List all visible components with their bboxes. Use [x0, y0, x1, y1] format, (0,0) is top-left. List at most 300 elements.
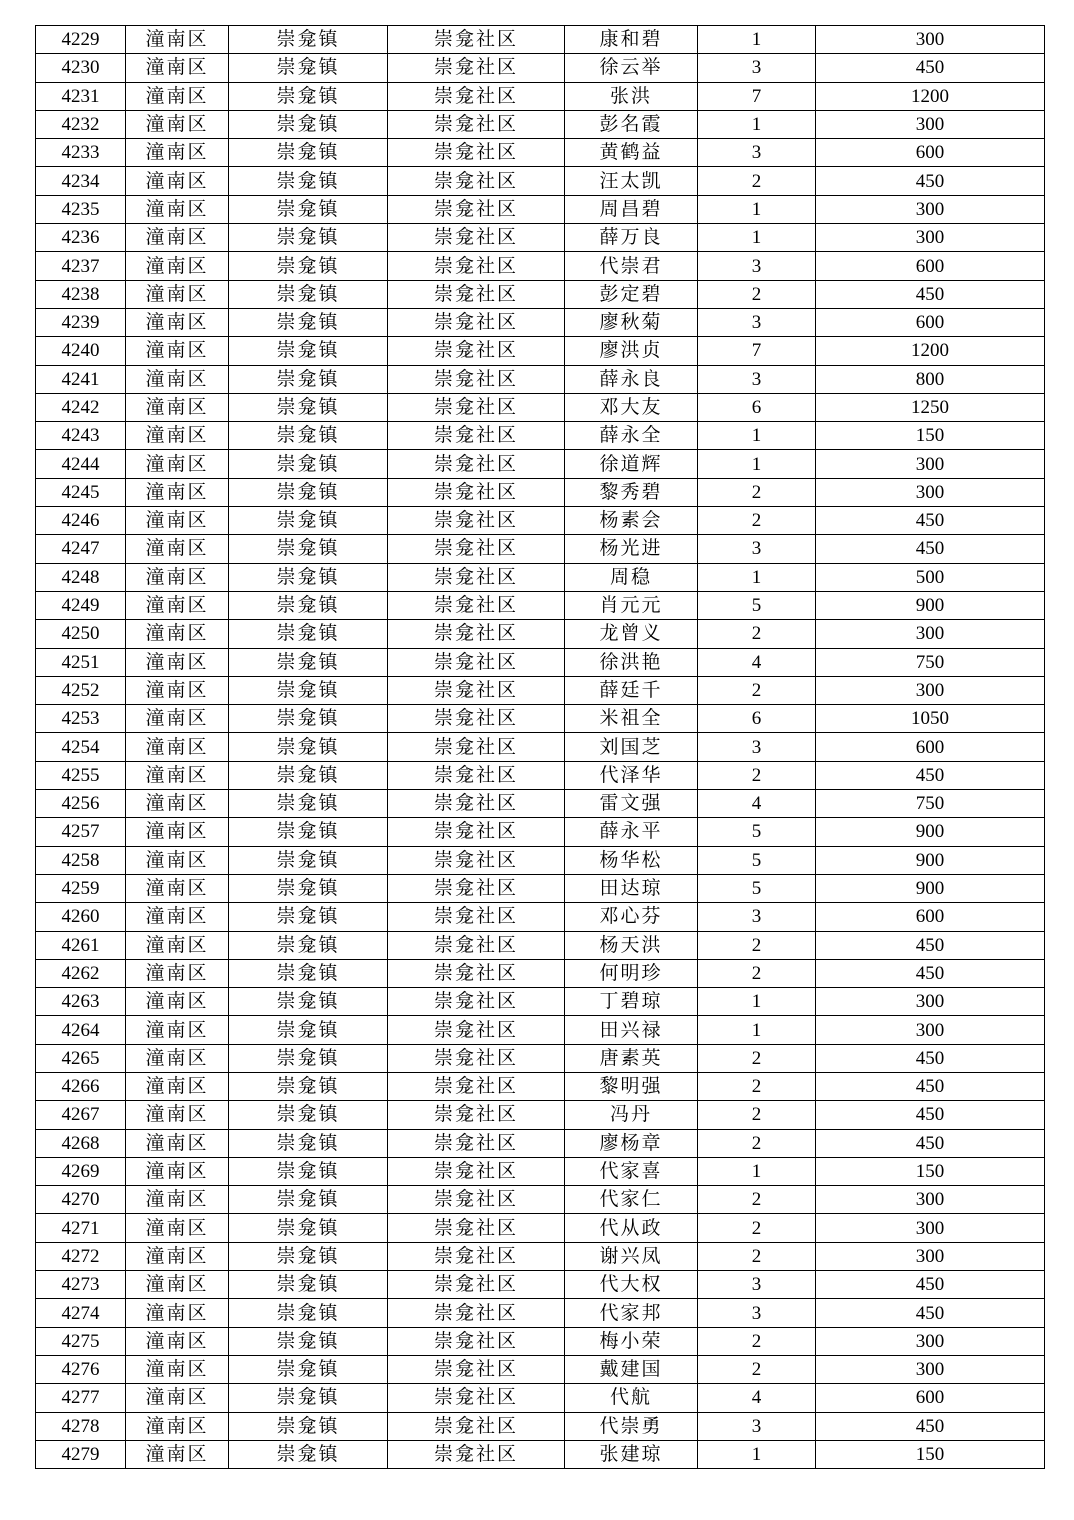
cell-serial-number: 4273	[36, 1271, 126, 1299]
cell-serial-number: 4274	[36, 1299, 126, 1327]
cell-serial-number: 4236	[36, 224, 126, 252]
cell-serial-number: 4251	[36, 648, 126, 676]
cell-community: 崇龛社区	[388, 959, 565, 987]
cell-district: 潼南区	[126, 1044, 229, 1072]
cell-household-count: 1	[698, 450, 816, 478]
cell-community: 崇龛社区	[388, 365, 565, 393]
cell-amount: 450	[816, 280, 1045, 308]
table-row	[36, 1214, 1045, 1242]
cell-household-count: 1	[698, 110, 816, 138]
cell-district: 潼南区	[126, 422, 229, 450]
cell-community: 崇龛社区	[388, 195, 565, 223]
table-row	[36, 1412, 1045, 1440]
cell-district: 潼南区	[126, 252, 229, 280]
cell-district: 潼南区	[126, 337, 229, 365]
cell-household-count: 2	[698, 931, 816, 959]
table-row	[36, 1440, 1045, 1468]
cell-household-count: 2	[698, 478, 816, 506]
cell-community: 崇龛社区	[388, 705, 565, 733]
cell-town: 崇龛镇	[229, 1384, 388, 1412]
cell-amount: 300	[816, 1327, 1045, 1355]
cell-person-name: 薛万良	[565, 224, 698, 252]
cell-person-name: 冯丹	[565, 1101, 698, 1129]
cell-town: 崇龛镇	[229, 988, 388, 1016]
cell-person-name: 彭名霞	[565, 110, 698, 138]
cell-community: 崇龛社区	[388, 648, 565, 676]
cell-household-count: 3	[698, 365, 816, 393]
cell-district: 潼南区	[126, 1299, 229, 1327]
cell-person-name: 徐洪艳	[565, 648, 698, 676]
cell-district: 潼南区	[126, 959, 229, 987]
cell-person-name: 彭定碧	[565, 280, 698, 308]
cell-community: 崇龛社区	[388, 903, 565, 931]
cell-person-name: 汪太凯	[565, 167, 698, 195]
cell-town: 崇龛镇	[229, 1044, 388, 1072]
cell-town: 崇龛镇	[229, 110, 388, 138]
cell-district: 潼南区	[126, 365, 229, 393]
table-row	[36, 846, 1045, 874]
cell-district: 潼南区	[126, 1186, 229, 1214]
cell-household-count: 3	[698, 54, 816, 82]
cell-district: 潼南区	[126, 110, 229, 138]
cell-amount: 750	[816, 648, 1045, 676]
cell-amount: 150	[816, 1440, 1045, 1468]
cell-district: 潼南区	[126, 139, 229, 167]
cell-town: 崇龛镇	[229, 308, 388, 336]
cell-town: 崇龛镇	[229, 1101, 388, 1129]
cell-town: 崇龛镇	[229, 1016, 388, 1044]
cell-community: 崇龛社区	[388, 1214, 565, 1242]
cell-town: 崇龛镇	[229, 1157, 388, 1185]
table-row	[36, 903, 1045, 931]
cell-serial-number: 4235	[36, 195, 126, 223]
cell-community: 崇龛社区	[388, 1412, 565, 1440]
cell-household-count: 2	[698, 1129, 816, 1157]
beneficiary-table	[35, 25, 1045, 1469]
cell-town: 崇龛镇	[229, 818, 388, 846]
cell-district: 潼南区	[126, 195, 229, 223]
cell-serial-number: 4260	[36, 903, 126, 931]
cell-district: 潼南区	[126, 705, 229, 733]
cell-community: 崇龛社区	[388, 1157, 565, 1185]
cell-serial-number: 4279	[36, 1440, 126, 1468]
cell-town: 崇龛镇	[229, 1072, 388, 1100]
table-row	[36, 874, 1045, 902]
cell-person-name: 薛永平	[565, 818, 698, 846]
cell-person-name: 代从政	[565, 1214, 698, 1242]
cell-household-count: 1	[698, 1157, 816, 1185]
cell-district: 潼南区	[126, 591, 229, 619]
cell-person-name: 张洪	[565, 82, 698, 110]
cell-town: 崇龛镇	[229, 620, 388, 648]
cell-community: 崇龛社区	[388, 1101, 565, 1129]
cell-serial-number: 4276	[36, 1355, 126, 1383]
cell-community: 崇龛社区	[388, 1186, 565, 1214]
cell-person-name: 何明珍	[565, 959, 698, 987]
table-row	[36, 818, 1045, 846]
cell-amount: 150	[816, 1157, 1045, 1185]
table-row	[36, 54, 1045, 82]
cell-person-name: 黎秀碧	[565, 478, 698, 506]
cell-person-name: 代崇君	[565, 252, 698, 280]
cell-community: 崇龛社区	[388, 1384, 565, 1412]
cell-person-name: 黎明强	[565, 1072, 698, 1100]
cell-town: 崇龛镇	[229, 224, 388, 252]
cell-household-count: 1	[698, 195, 816, 223]
cell-serial-number: 4257	[36, 818, 126, 846]
table-row	[36, 1072, 1045, 1100]
cell-community: 崇龛社区	[388, 280, 565, 308]
cell-amount: 1200	[816, 337, 1045, 365]
cell-amount: 300	[816, 195, 1045, 223]
cell-district: 潼南区	[126, 507, 229, 535]
cell-town: 崇龛镇	[229, 422, 388, 450]
cell-household-count: 2	[698, 167, 816, 195]
table-row	[36, 252, 1045, 280]
table-row	[36, 167, 1045, 195]
cell-amount: 300	[816, 1355, 1045, 1383]
cell-town: 崇龛镇	[229, 903, 388, 931]
cell-town: 崇龛镇	[229, 252, 388, 280]
cell-household-count: 2	[698, 959, 816, 987]
cell-district: 潼南区	[126, 54, 229, 82]
cell-household-count: 4	[698, 1384, 816, 1412]
cell-district: 潼南区	[126, 1440, 229, 1468]
table-row	[36, 1157, 1045, 1185]
cell-household-count: 7	[698, 82, 816, 110]
cell-person-name: 代大权	[565, 1271, 698, 1299]
cell-town: 崇龛镇	[229, 959, 388, 987]
cell-amount: 450	[816, 1129, 1045, 1157]
cell-amount: 300	[816, 1214, 1045, 1242]
table-row	[36, 1327, 1045, 1355]
cell-amount: 450	[816, 167, 1045, 195]
cell-community: 崇龛社区	[388, 1016, 565, 1044]
cell-amount: 450	[816, 507, 1045, 535]
cell-person-name: 雷文强	[565, 790, 698, 818]
cell-district: 潼南区	[126, 1129, 229, 1157]
cell-serial-number: 4248	[36, 563, 126, 591]
cell-person-name: 廖洪贞	[565, 337, 698, 365]
table-row	[36, 1044, 1045, 1072]
cell-household-count: 1	[698, 988, 816, 1016]
cell-household-count: 5	[698, 874, 816, 902]
cell-person-name: 廖杨章	[565, 1129, 698, 1157]
cell-district: 潼南区	[126, 903, 229, 931]
cell-amount: 300	[816, 224, 1045, 252]
cell-town: 崇龛镇	[229, 535, 388, 563]
cell-amount: 450	[816, 931, 1045, 959]
table-row	[36, 1016, 1045, 1044]
cell-community: 崇龛社区	[388, 54, 565, 82]
cell-person-name: 邓心芬	[565, 903, 698, 931]
cell-community: 崇龛社区	[388, 337, 565, 365]
cell-household-count: 1	[698, 1016, 816, 1044]
cell-household-count: 1	[698, 26, 816, 54]
cell-household-count: 2	[698, 620, 816, 648]
cell-serial-number: 4258	[36, 846, 126, 874]
cell-amount: 600	[816, 1384, 1045, 1412]
cell-amount: 900	[816, 591, 1045, 619]
cell-town: 崇龛镇	[229, 1355, 388, 1383]
cell-household-count: 5	[698, 818, 816, 846]
table-row	[36, 988, 1045, 1016]
table-row	[36, 450, 1045, 478]
cell-district: 潼南区	[126, 167, 229, 195]
cell-household-count: 2	[698, 1242, 816, 1270]
cell-amount: 900	[816, 818, 1045, 846]
cell-district: 潼南区	[126, 26, 229, 54]
cell-town: 崇龛镇	[229, 167, 388, 195]
cell-district: 潼南区	[126, 648, 229, 676]
cell-serial-number: 4249	[36, 591, 126, 619]
table-row	[36, 535, 1045, 563]
cell-district: 潼南区	[126, 1384, 229, 1412]
cell-serial-number: 4240	[36, 337, 126, 365]
cell-household-count: 2	[698, 1072, 816, 1100]
cell-district: 潼南区	[126, 761, 229, 789]
cell-town: 崇龛镇	[229, 507, 388, 535]
cell-serial-number: 4267	[36, 1101, 126, 1129]
cell-amount: 450	[816, 1412, 1045, 1440]
cell-household-count: 1	[698, 422, 816, 450]
cell-serial-number: 4278	[36, 1412, 126, 1440]
cell-person-name: 薛永全	[565, 422, 698, 450]
cell-person-name: 黄鹤益	[565, 139, 698, 167]
cell-district: 潼南区	[126, 1016, 229, 1044]
cell-town: 崇龛镇	[229, 365, 388, 393]
cell-person-name: 谢兴凤	[565, 1242, 698, 1270]
cell-community: 崇龛社区	[388, 1072, 565, 1100]
table-row	[36, 195, 1045, 223]
cell-serial-number: 4245	[36, 478, 126, 506]
cell-community: 崇龛社区	[388, 139, 565, 167]
cell-person-name: 邓大友	[565, 393, 698, 421]
table-row	[36, 733, 1045, 761]
cell-household-count: 3	[698, 1271, 816, 1299]
cell-household-count: 3	[698, 1299, 816, 1327]
cell-serial-number: 4269	[36, 1157, 126, 1185]
cell-serial-number: 4253	[36, 705, 126, 733]
cell-district: 潼南区	[126, 620, 229, 648]
cell-amount: 450	[816, 54, 1045, 82]
cell-town: 崇龛镇	[229, 280, 388, 308]
table-row	[36, 26, 1045, 54]
cell-amount: 300	[816, 26, 1045, 54]
cell-amount: 300	[816, 1242, 1045, 1270]
cell-community: 崇龛社区	[388, 1044, 565, 1072]
cell-household-count: 2	[698, 280, 816, 308]
cell-district: 潼南区	[126, 1412, 229, 1440]
cell-district: 潼南区	[126, 790, 229, 818]
cell-amount: 300	[816, 1186, 1045, 1214]
cell-household-count: 3	[698, 733, 816, 761]
cell-community: 崇龛社区	[388, 308, 565, 336]
cell-community: 崇龛社区	[388, 1129, 565, 1157]
cell-household-count: 5	[698, 846, 816, 874]
cell-community: 崇龛社区	[388, 1327, 565, 1355]
cell-household-count: 1	[698, 563, 816, 591]
cell-serial-number: 4244	[36, 450, 126, 478]
cell-district: 潼南区	[126, 1355, 229, 1383]
cell-household-count: 3	[698, 139, 816, 167]
table-row	[36, 1129, 1045, 1157]
cell-community: 崇龛社区	[388, 1242, 565, 1270]
cell-household-count: 2	[698, 676, 816, 704]
cell-community: 崇龛社区	[388, 422, 565, 450]
cell-amount: 1200	[816, 82, 1045, 110]
cell-town: 崇龛镇	[229, 591, 388, 619]
cell-person-name: 薛永良	[565, 365, 698, 393]
table-row	[36, 1355, 1045, 1383]
table-row	[36, 591, 1045, 619]
cell-amount: 450	[816, 1072, 1045, 1100]
cell-person-name: 代崇勇	[565, 1412, 698, 1440]
cell-community: 崇龛社区	[388, 82, 565, 110]
cell-district: 潼南区	[126, 478, 229, 506]
cell-town: 崇龛镇	[229, 733, 388, 761]
cell-amount: 900	[816, 846, 1045, 874]
table-row	[36, 1186, 1045, 1214]
cell-person-name: 薛廷千	[565, 676, 698, 704]
cell-serial-number: 4268	[36, 1129, 126, 1157]
cell-town: 崇龛镇	[229, 139, 388, 167]
cell-household-count: 3	[698, 308, 816, 336]
cell-community: 崇龛社区	[388, 1355, 565, 1383]
cell-community: 崇龛社区	[388, 563, 565, 591]
cell-town: 崇龛镇	[229, 1186, 388, 1214]
cell-district: 潼南区	[126, 393, 229, 421]
cell-town: 崇龛镇	[229, 337, 388, 365]
cell-district: 潼南区	[126, 563, 229, 591]
cell-district: 潼南区	[126, 308, 229, 336]
cell-household-count: 2	[698, 761, 816, 789]
cell-person-name: 唐素英	[565, 1044, 698, 1072]
cell-town: 崇龛镇	[229, 393, 388, 421]
cell-town: 崇龛镇	[229, 1327, 388, 1355]
cell-serial-number: 4237	[36, 252, 126, 280]
cell-amount: 150	[816, 422, 1045, 450]
cell-community: 崇龛社区	[388, 874, 565, 902]
cell-district: 潼南区	[126, 82, 229, 110]
cell-town: 崇龛镇	[229, 931, 388, 959]
cell-amount: 300	[816, 1016, 1045, 1044]
cell-household-count: 3	[698, 903, 816, 931]
cell-person-name: 徐云举	[565, 54, 698, 82]
cell-amount: 900	[816, 874, 1045, 902]
table-row	[36, 139, 1045, 167]
cell-household-count: 2	[698, 1214, 816, 1242]
table-row	[36, 82, 1045, 110]
cell-serial-number: 4271	[36, 1214, 126, 1242]
cell-serial-number: 4229	[36, 26, 126, 54]
cell-district: 潼南区	[126, 733, 229, 761]
cell-district: 潼南区	[126, 280, 229, 308]
cell-town: 崇龛镇	[229, 195, 388, 223]
cell-community: 崇龛社区	[388, 393, 565, 421]
cell-town: 崇龛镇	[229, 676, 388, 704]
cell-amount: 300	[816, 988, 1045, 1016]
cell-person-name: 康和碧	[565, 26, 698, 54]
cell-town: 崇龛镇	[229, 846, 388, 874]
cell-serial-number: 4259	[36, 874, 126, 902]
cell-household-count: 3	[698, 1412, 816, 1440]
cell-person-name: 田达琼	[565, 874, 698, 902]
cell-amount: 450	[816, 959, 1045, 987]
cell-serial-number: 4247	[36, 535, 126, 563]
cell-town: 崇龛镇	[229, 82, 388, 110]
cell-amount: 750	[816, 790, 1045, 818]
cell-household-count: 2	[698, 1327, 816, 1355]
cell-town: 崇龛镇	[229, 563, 388, 591]
cell-person-name: 米祖全	[565, 705, 698, 733]
cell-district: 潼南区	[126, 224, 229, 252]
cell-amount: 600	[816, 252, 1045, 280]
cell-amount: 600	[816, 733, 1045, 761]
cell-household-count: 6	[698, 393, 816, 421]
cell-household-count: 4	[698, 648, 816, 676]
cell-district: 潼南区	[126, 676, 229, 704]
table-row	[36, 280, 1045, 308]
cell-serial-number: 4233	[36, 139, 126, 167]
cell-town: 崇龛镇	[229, 1129, 388, 1157]
cell-household-count: 2	[698, 1044, 816, 1072]
cell-district: 潼南区	[126, 931, 229, 959]
cell-serial-number: 4239	[36, 308, 126, 336]
cell-community: 崇龛社区	[388, 761, 565, 789]
cell-serial-number: 4234	[36, 167, 126, 195]
cell-amount: 300	[816, 110, 1045, 138]
cell-district: 潼南区	[126, 846, 229, 874]
table-row	[36, 308, 1045, 336]
cell-serial-number: 4264	[36, 1016, 126, 1044]
cell-town: 崇龛镇	[229, 1412, 388, 1440]
cell-community: 崇龛社区	[388, 507, 565, 535]
cell-person-name: 张建琼	[565, 1440, 698, 1468]
cell-town: 崇龛镇	[229, 478, 388, 506]
table-body	[36, 26, 1045, 1469]
cell-person-name: 徐道辉	[565, 450, 698, 478]
cell-serial-number: 4252	[36, 676, 126, 704]
cell-person-name: 代泽华	[565, 761, 698, 789]
cell-community: 崇龛社区	[388, 478, 565, 506]
table-row	[36, 1101, 1045, 1129]
cell-community: 崇龛社区	[388, 931, 565, 959]
cell-district: 潼南区	[126, 818, 229, 846]
table-row	[36, 478, 1045, 506]
table-row	[36, 959, 1045, 987]
cell-serial-number: 4277	[36, 1384, 126, 1412]
cell-amount: 450	[816, 535, 1045, 563]
cell-household-count: 6	[698, 705, 816, 733]
cell-community: 崇龛社区	[388, 591, 565, 619]
cell-district: 潼南区	[126, 1271, 229, 1299]
cell-serial-number: 4255	[36, 761, 126, 789]
table-row	[36, 110, 1045, 138]
table-row	[36, 224, 1045, 252]
cell-person-name: 戴建国	[565, 1355, 698, 1383]
table-row	[36, 931, 1045, 959]
cell-town: 崇龛镇	[229, 790, 388, 818]
cell-district: 潼南区	[126, 874, 229, 902]
cell-serial-number: 4254	[36, 733, 126, 761]
cell-district: 潼南区	[126, 450, 229, 478]
table-row	[36, 676, 1045, 704]
table-row	[36, 1242, 1045, 1270]
cell-serial-number: 4265	[36, 1044, 126, 1072]
cell-amount: 1050	[816, 705, 1045, 733]
cell-household-count: 2	[698, 507, 816, 535]
